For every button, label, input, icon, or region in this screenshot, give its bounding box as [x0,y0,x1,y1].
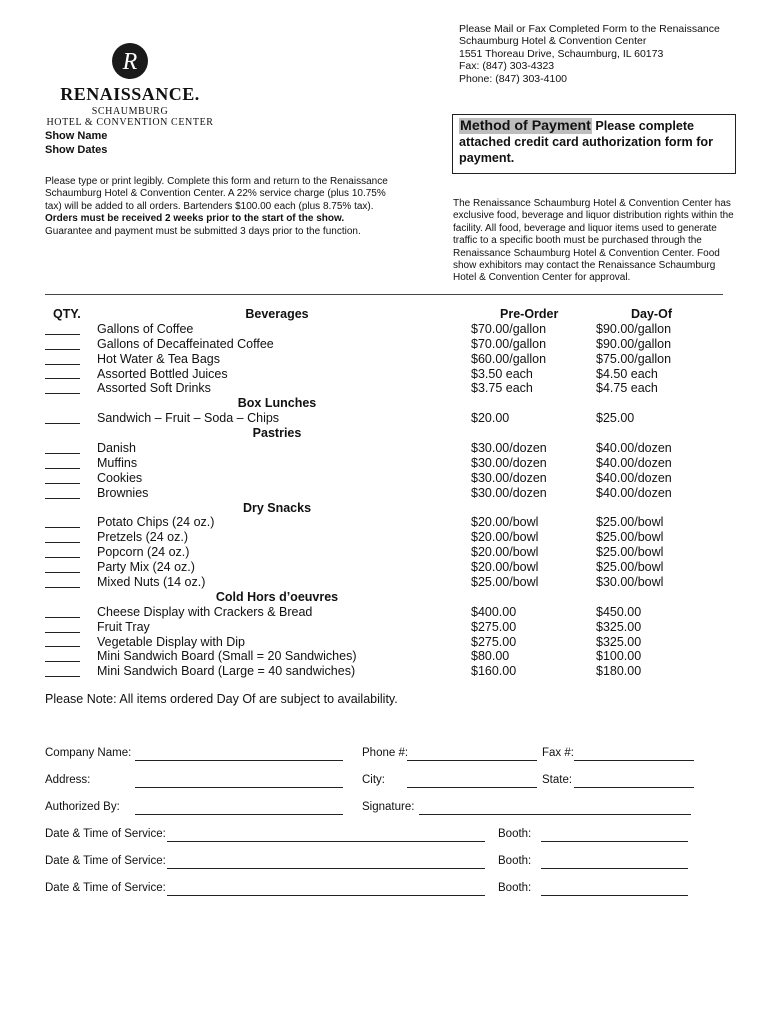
pre-order-price: $30.00/dozen [471,455,547,470]
qty-field[interactable] [45,620,81,635]
category-beverages: Beverages [245,307,309,321]
state-input[interactable] [574,787,694,788]
show-info [45,129,107,157]
pre-order-price: $80.00 [471,649,510,664]
day-of-price: $90.00/gallon [596,321,672,336]
category-row [45,426,735,441]
day-of-price: $40.00/dozen [596,470,672,485]
exclusive-rights-notice: The Renaissance Schaumburg Hotel & Convention Center has exclusive food, beverage and liquor distribution rights within the facility. All food, beverage and liquor items used to generate traffic to a specific booth must be purchased through the Renaissance Schaumburg Hotel & Convention Center. Food show exhibitors may contact the Renaissance Schaumburg Hotel & Convention Center for approval. [453,198,734,284]
contact-line: Please Mail or Fax Completed Form to the Renaissance [459,23,720,35]
day-of-price: $25.00/bowl [596,515,664,530]
item-name: Hot Water & Tea Bags [97,351,220,366]
company-name-input[interactable] [135,760,343,761]
qty-field[interactable] [45,649,81,664]
day-of-price: $25.00 [596,411,635,426]
booth-label: Booth: [498,882,532,894]
day-of-price: $90.00/gallon [596,336,672,351]
date-time-input[interactable] [167,841,485,842]
qty-field[interactable] [45,411,81,426]
pre-order-price: $70.00/gallon [471,321,547,336]
menu-row [45,381,735,396]
pre-order-header: Pre-Order [500,307,559,321]
category-dry-snacks: Dry Snacks [242,500,312,515]
guarantee-notice: Guarantee and payment must be submitted 3 days prior to the function. [45,225,361,237]
pre-order-price: $3.50 each [471,366,533,381]
qty-field[interactable] [45,337,81,352]
day-of-price: $4.50 each [596,366,658,381]
menu-row [45,456,735,471]
category-cold-hors-doeuvres: Cold Hors d’oeuvres [215,589,339,604]
fax-input[interactable] [574,760,694,761]
instructions-text: Please type or print legibly. Complete this form and return to the Renaissance Schaumburg Hotel & Convention Center. A 22% service charge (plus 10.75% tax) will be added to all orders. Bartenders $100.00 each (plus 8.75% tax). [45,176,388,212]
qty-field[interactable] [45,664,81,679]
qty-field[interactable] [45,352,81,367]
day-of-price: $40.00/dozen [596,455,672,470]
menu-row [45,471,735,486]
phone-input[interactable] [407,760,537,761]
pre-order-price: $60.00/gallon [471,351,547,366]
pre-order-price: $20.00/bowl [471,545,539,560]
pre-order-price: $30.00/dozen [471,485,547,500]
day-of-price: $25.00/bowl [596,545,664,560]
contact-line: Schaumburg Hotel & Convention Center [459,35,647,48]
logo-brand: RENAISSANCE. [60,84,200,104]
pre-order-price: $3.75 each [471,381,533,396]
booth-label: Booth: [498,828,532,840]
qty-field[interactable] [45,545,81,560]
fax-label: Fax #: [542,747,574,759]
category-pastries: Pastries [252,426,302,441]
day-of-price: $450.00 [596,604,642,619]
day-of-price: $40.00/dozen [596,485,672,500]
payment-title: Method of Payment [460,118,591,134]
item-name: Pretzels (24 oz.) [97,530,189,545]
qty-field[interactable] [45,530,81,545]
item-name: Sandwich – Fruit – Soda – Chips [97,411,280,426]
pre-order-price: $20.00/bowl [471,515,539,530]
date-time-input[interactable] [167,868,485,869]
signature-input[interactable] [419,814,691,815]
show-name-label: Show Name [45,130,108,142]
item-name: Muffins [97,455,138,470]
item-name: Assorted Bottled Juices [97,366,228,381]
pre-order-price: $275.00 [471,619,517,634]
signature-label: Signature: [362,801,415,813]
logo-subtitle: HOTEL & CONVENTION CENTER [46,117,214,128]
address-input[interactable] [135,787,343,788]
item-name: Mini Sandwich Board (Small = 20 Sandwiches) [97,649,357,664]
authorized-by-input[interactable] [135,814,343,815]
category-row [45,396,735,411]
pre-order-price: $20.00/bowl [471,530,539,545]
date-time-label: Date & Time of Service: [45,855,166,867]
booth-input[interactable] [541,868,688,869]
payment-box [452,114,736,174]
item-name: Gallons of Decaffeinated Coffee [97,336,274,351]
renaissance-monogram-icon [111,42,149,80]
qty-field[interactable] [45,515,81,530]
qty-header: QTY. [53,307,81,321]
menu-row [45,367,735,382]
day-of-price: $325.00 [596,619,642,634]
pre-order-price: $30.00/dozen [471,470,547,485]
instructions [45,176,395,238]
item-name: Fruit Tray [97,619,150,634]
booth-input[interactable] [541,841,688,842]
item-name: Assorted Soft Drinks [97,381,211,396]
contact-block [459,23,749,85]
category-row [45,501,735,516]
hotel-logo [45,42,215,128]
item-name: Potato Chips (24 oz.) [97,515,215,530]
svg-text:R: R [122,49,138,75]
menu-row [45,515,735,530]
menu-row [45,530,735,545]
item-name: Brownies [97,485,149,500]
day-of-price: $4.75 each [596,381,658,396]
pre-order-price: $275.00 [471,634,517,649]
date-time-label: Date & Time of Service: [45,828,166,840]
menu-row [45,560,735,575]
menu-row [45,441,735,456]
qty-field[interactable] [45,441,81,456]
contact-line: Phone: (847) 303-4100 [459,72,567,85]
item-name: Mixed Nuts (14 oz.) [97,575,206,590]
item-name: Party Mix (24 oz.) [97,560,195,575]
menu-row [45,486,735,501]
qty-field[interactable] [45,322,81,337]
day-of-price: $25.00/bowl [596,530,664,545]
qty-field[interactable] [45,367,81,382]
pre-order-price: $70.00/gallon [471,336,547,351]
qty-field[interactable] [45,605,81,620]
contact-line: 1551 Thoreau Drive, Schaumburg, IL 60173 [459,47,664,60]
availability-note: Please Note: All items ordered Day Of are subject to availability. [45,692,398,706]
item-name: Cheese Display with Crackers & Bread [97,604,313,619]
pre-order-price: $160.00 [471,664,517,679]
pre-order-price: $30.00/dozen [471,441,547,456]
company-name-label: Company Name: [45,747,132,759]
day-of-price: $100.00 [596,649,642,664]
deadline-notice: Orders must be received 2 weeks prior to the start of the show. [45,213,345,225]
day-of-price: $30.00/bowl [596,575,664,590]
menu-table [45,307,735,679]
address-label: Address: [45,774,91,786]
phone-label: Phone #: [362,747,409,759]
item-name: Mini Sandwich Board (Large = 40 sandwiches) [97,664,356,679]
menu-row [45,322,735,337]
contact-line: Fax: (847) 303-4323 [459,60,555,73]
qty-field[interactable] [45,575,81,590]
day-of-price: $325.00 [596,634,642,649]
qty-field[interactable] [45,635,81,650]
menu-row [45,635,735,650]
payment-text: Please complete attached credit card authorization form for payment. [459,119,714,165]
menu-header [45,307,735,322]
menu-row [45,411,735,426]
pre-order-price: $20.00 [471,411,510,426]
show-dates-label: Show Dates [45,144,108,156]
qty-field[interactable] [45,486,81,501]
item-name: Cookies [97,470,143,485]
qty-field[interactable] [45,456,81,471]
day-of-price: $40.00/dozen [596,441,672,456]
item-name: Danish [97,441,136,456]
menu-row [45,664,735,679]
qty-field[interactable] [45,381,81,396]
category-row [45,590,735,605]
menu-row [45,337,735,352]
item-name: Vegetable Display with Dip [97,634,245,649]
pre-order-price: $400.00 [471,604,517,619]
qty-field[interactable] [45,560,81,575]
day-of-price: $180.00 [596,664,642,679]
booth-label: Booth: [498,855,532,867]
menu-row [45,575,735,590]
item-name: Gallons of Coffee [97,321,194,336]
menu-row [45,545,735,560]
divider [45,294,723,295]
logo-subtitle: SCHAUMBURG [91,106,169,117]
authorized-by-label: Authorized By: [45,801,120,813]
menu-row [45,352,735,367]
item-name: Popcorn (24 oz.) [97,545,190,560]
qty-field[interactable] [45,471,81,486]
state-label: State: [542,774,573,786]
menu-row [45,649,735,664]
pre-order-price: $25.00/bowl [471,575,539,590]
date-time-label: Date & Time of Service: [45,882,166,894]
day-of-price: $25.00/bowl [596,560,664,575]
date-time-input[interactable] [167,895,485,896]
category-box-lunches: Box Lunches [237,396,317,411]
menu-row [45,620,735,635]
booth-input[interactable] [541,895,688,896]
city-input[interactable] [407,787,537,788]
pre-order-price: $20.00/bowl [471,560,539,575]
menu-row [45,605,735,620]
day-of-price: $75.00/gallon [596,351,672,366]
day-of-header: Day-Of [631,307,672,321]
city-label: City: [362,774,385,786]
